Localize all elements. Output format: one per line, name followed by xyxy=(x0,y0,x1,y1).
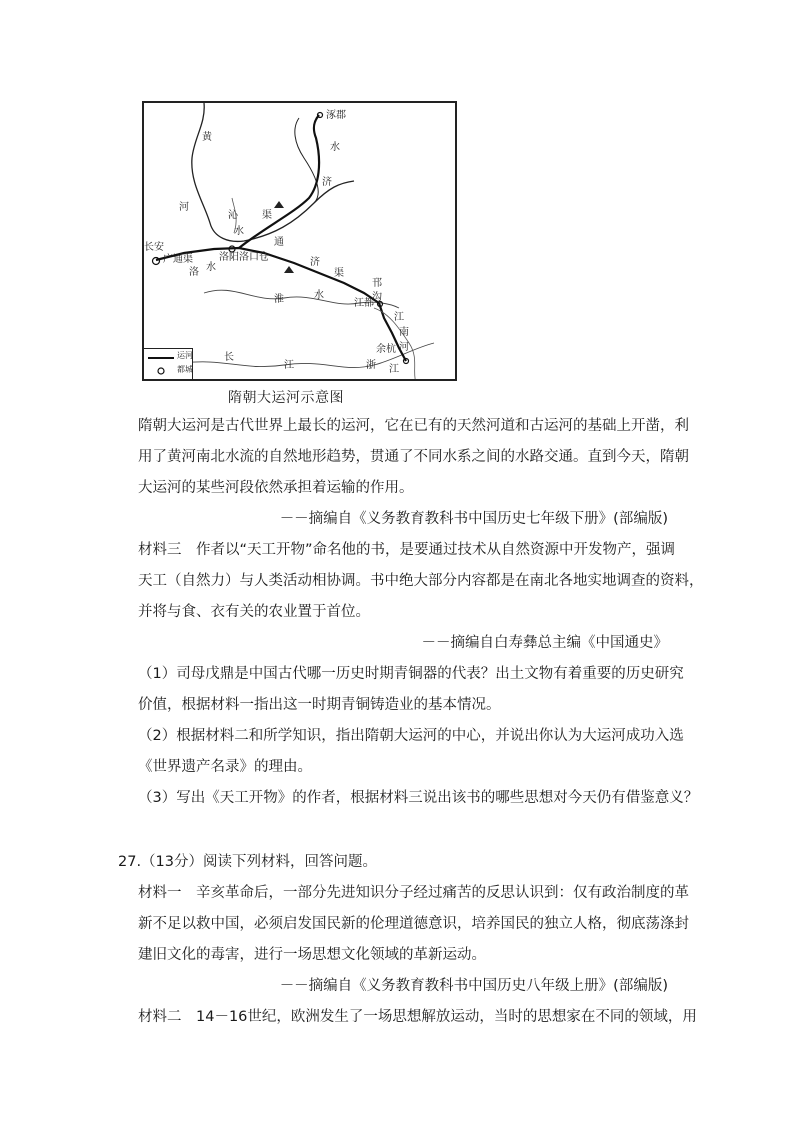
paragraph-line: 建旧文化的毒害，进行一场思想文化领域的革新运动。 xyxy=(138,947,486,963)
label-qu-1: 渠 xyxy=(262,210,272,221)
label-ji-2: 济 xyxy=(310,257,320,268)
paragraph-line: 隋朝大运河是古代世界上最长的运河，它在已有的天然河道和古运河的基础上开凿，利 xyxy=(138,418,689,434)
label-guangtongqu: 广通渠 xyxy=(163,254,193,265)
legend-city-label: 都城 xyxy=(177,365,193,374)
mountain-mark-1 xyxy=(274,201,284,208)
question-line: （2）根据材料二和所学知识，指出隋朝大运河的中心，并说出你认为大运河成功入选 xyxy=(138,728,684,744)
label-luoyang: 洛阳洛口仓 xyxy=(219,252,269,263)
label-yong-shui: 水 xyxy=(330,142,340,153)
label-jiang-2: 江 xyxy=(389,364,399,375)
sui-grand-canal-map xyxy=(142,101,457,381)
question-line: 价值，根据材料一指出这一时期青铜铸造业的基本情况。 xyxy=(138,697,501,713)
label-zhuojun: 涿郡 xyxy=(326,110,346,121)
question-heading: 27.（13分）阅读下列材料，回答问题。 xyxy=(118,854,378,870)
paragraph-line: 天工（自然力）与人类活动相协调。书中绝大部分内容都是在南北各地实地调查的资料， xyxy=(138,573,704,589)
label-zhe: 浙 xyxy=(366,360,376,371)
yellow-river-path xyxy=(192,103,354,241)
label-shui-2: 水 xyxy=(206,262,216,273)
label-yuhang: 余杭 xyxy=(376,344,396,355)
paragraph-line: 用了黄河南北水流的自然地形趋势，贯通了不同水系之间的水路交通。直到今天，隋朝 xyxy=(138,449,689,465)
source-citation: －－摘编自《义务教育教科书中国历史八年级上册》(部编版) xyxy=(279,978,668,994)
mountain-mark-2 xyxy=(284,266,294,273)
map-caption: 隋朝大运河示意图 xyxy=(228,390,344,406)
label-huang: 黄 xyxy=(202,132,212,143)
paragraph-line: 材料三 作者以“天工开物”命名他的书，是要通过技术从自然资源中开发物产，强调 xyxy=(138,542,676,558)
label-gou: 沟 xyxy=(372,292,382,303)
source-citation: －－摘编自白寿彝总主编《中国通史》 xyxy=(421,635,668,651)
label-he: 河 xyxy=(179,202,189,213)
question-line: 《世界遗产名录》的理由。 xyxy=(138,759,312,775)
canal-yongji-path xyxy=(239,115,319,248)
label-tong: 通 xyxy=(274,237,284,248)
map-drawing xyxy=(144,103,457,381)
label-ji-1: 济 xyxy=(322,177,332,188)
paragraph-line: 并将与食、衣有关的农业置于首位。 xyxy=(138,604,370,620)
paragraph-line: 新不足以救中国，必须启发国民新的伦理道德意识，培养国民的独立人格，彻底荡涤封 xyxy=(138,916,689,932)
paragraph-line: 大运河的某些河段依然承担着运输的作用。 xyxy=(138,480,414,496)
label-he-2: 河 xyxy=(399,342,409,353)
label-jiangdu: 江都 xyxy=(354,298,374,309)
label-qu-2: 渠 xyxy=(334,268,344,279)
label-shui-1: 水 xyxy=(234,226,244,237)
label-shui-3: 水 xyxy=(314,290,324,301)
map-legend xyxy=(144,348,193,380)
legend-canal-label: 运河 xyxy=(177,351,193,360)
paragraph-line: 材料一 辛亥革命后，一部分先进知识分子经过痛苦的反思认识到：仅有政治制度的革 xyxy=(138,885,689,901)
label-jiang-1: 江 xyxy=(394,312,404,323)
label-changan: 长安 xyxy=(144,242,164,253)
city-changan-marker xyxy=(153,258,160,265)
label-nan: 南 xyxy=(399,327,409,338)
label-chang: 长 xyxy=(224,352,234,363)
label-huai: 淮 xyxy=(274,294,284,305)
paragraph-line: 材料二 14－16世纪，欧洲发生了一场思想解放运动，当时的思想家在不同的领域，用 xyxy=(138,1009,697,1025)
source-citation: －－摘编自《义务教育教科书中国历史七年级下册》(部编版) xyxy=(279,511,668,527)
label-qin: 沁 xyxy=(228,210,238,221)
label-jiang-3: 江 xyxy=(284,360,294,371)
label-han: 邗 xyxy=(372,278,382,289)
label-luo: 洛 xyxy=(189,267,199,278)
legend-city-symbol xyxy=(158,368,164,374)
question-line: （3）写出《天工开物》的作者，根据材料三说出该书的哪些思想对今天仍有借鉴意义？ xyxy=(138,790,699,806)
question-line: （1）司母戊鼎是中国古代哪一历史时期青铜器的代表？出土文物有着重要的历史研究 xyxy=(138,666,684,682)
